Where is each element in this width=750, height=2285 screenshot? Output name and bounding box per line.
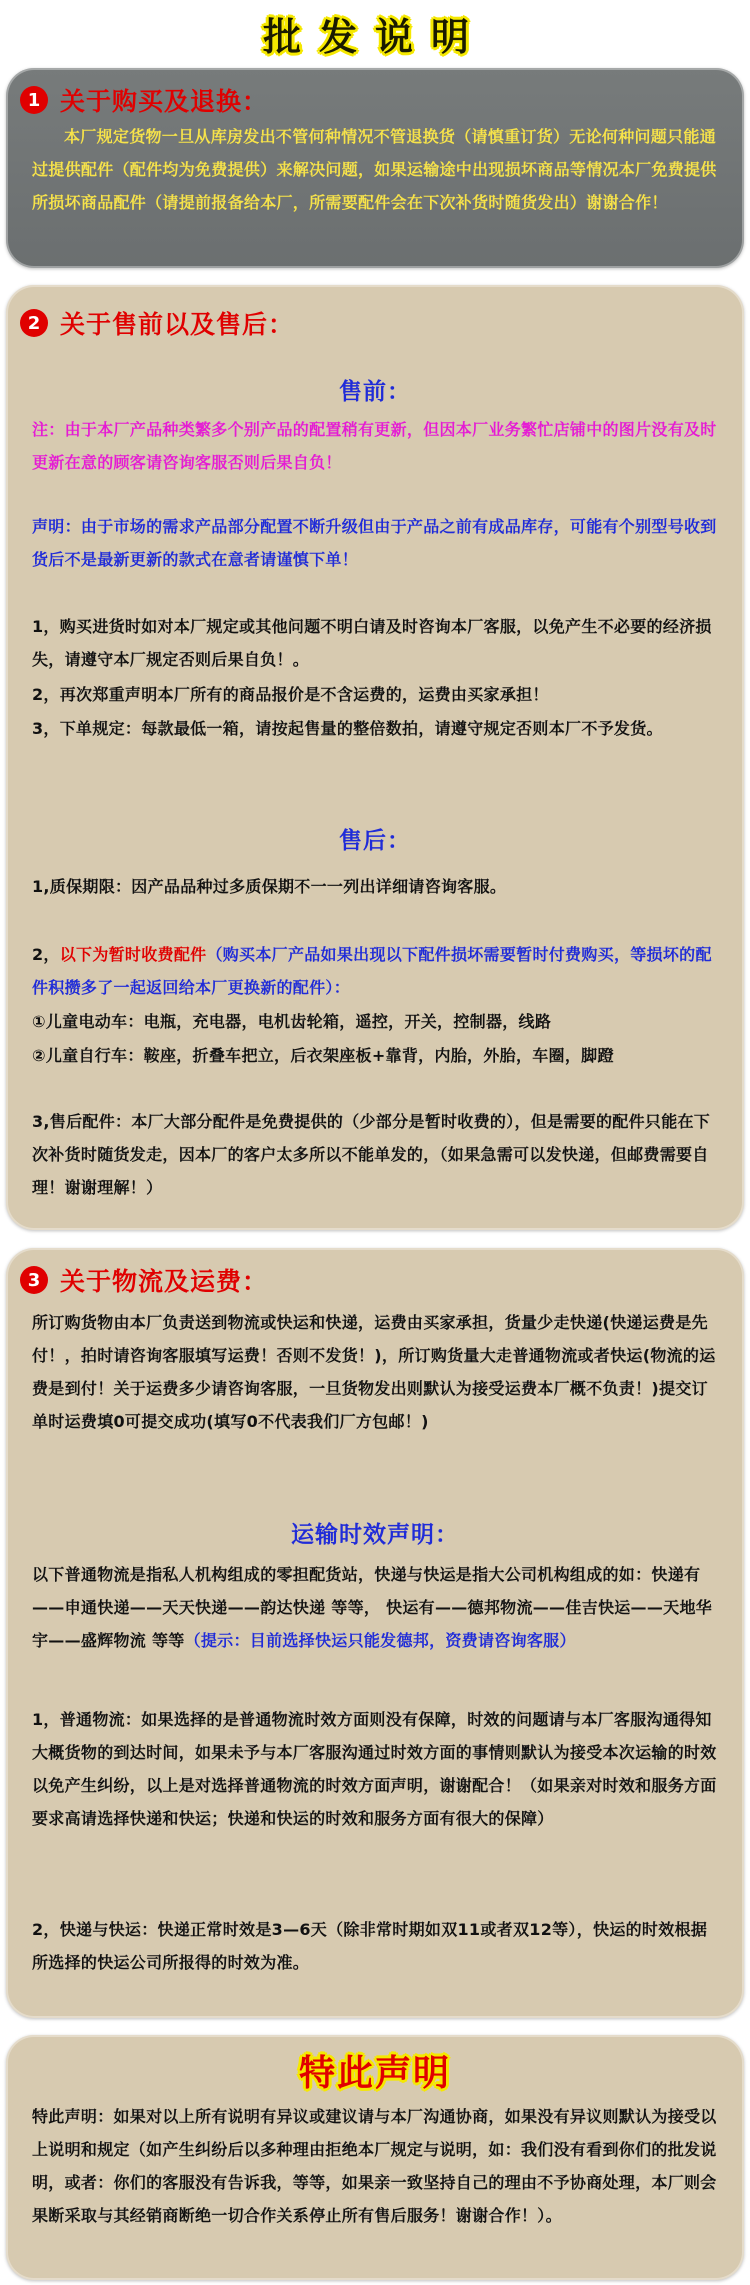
special-statement-text: 特此声明：如果对以上所有说明有异议或建议请与本厂沟通协商，如果没有异议则默认为接受以上说明和规定（如产生纠纷后以多种理由拒绝本厂规定与说明，如：我们没有看到你们的批发说明，或者：你们的客服没有告诉我，等等，如果亲一致坚持自己的理由不予协商处理，本厂则会果断采取与其经销商断绝一切合作关系停止所有售后服务！谢谢合作！）。 (32, 2107, 717, 2225)
aftersale-heading: 售后： (339, 828, 411, 854)
fee-red: 以下为暂时收费配件 (59, 945, 207, 964)
section-pre-after-sales (6, 285, 744, 1230)
logistics-tip: （提示：目前选择快运只能发德邦，资费请咨询客服） (184, 1631, 576, 1650)
section-title: 关于售前以及售后： (60, 310, 295, 339)
fee-num: 2， (32, 945, 60, 964)
presale-heading: 售前： (339, 379, 411, 405)
number-badge: 3 (20, 1266, 48, 1294)
logistics-types: 以下普通物流是指私人机构组成的零担配货站，快递与快运是指大公司机构组成的如：快递有——申通快递——天天快递——韵达快递 等等， 快运有——德邦物流——佳吉快运——天地华宇——盛辉物流 等等 (32, 1565, 713, 1650)
ebike-parts: ①儿童电动车：电瓶，充电器，电机齿轮箱，遥控，开关，控制器，线路 (32, 1012, 552, 1031)
purchase-return-text: 本厂规定货物一旦从库房发出不管何种情况不管退换货（请慎重订货）无论何种问题只能通过提供配件（配件均为免费提供）来解决问题，如果运输途中出现损坏商品等情况本厂免费提供所损坏商品配件（请提前报备给本厂，所需要配件会在下次补货时随货发出）谢谢合作！ (32, 127, 717, 212)
rule-item: 1，购买进货时如对本厂规定或其他问题不明白请及时咨询本厂客服，以免产生不必要的经济损失，请遵守本厂规定否则后果自负！。 (32, 617, 712, 669)
number-badge: 1 (20, 86, 48, 114)
section-title: 关于物流及运费： (60, 1267, 269, 1296)
section-special-statement (6, 2035, 744, 2280)
section-purchase-return (6, 68, 744, 268)
special-statement-title: 特此声明 (298, 2053, 451, 2094)
section-title: 关于购买及退换： (60, 87, 269, 116)
fee-parts-text (32, 938, 722, 1004)
rule-item: 2，再次郑重声明本厂所有的商品报价是不含运费的，运费由买家承担！ (32, 685, 549, 704)
presale-note: 注：由于本厂产品种类繁多个别产品的配置稍有更新，但因本厂业务繁忙店铺中的图片没有及时更新在意的顾客请咨询客服否则后果自负！ (32, 420, 717, 472)
bike-parts: ②儿童自行车：鞍座，折叠车把立，后衣架座板+靠背，内胎，外胎，车圈，脚蹬 (32, 1046, 614, 1065)
warranty-text: 1,质保期限：因产品品种过多质保期不一一列出详细请咨询客服。 (32, 877, 507, 896)
presale-statement: 声明：由于市场的需求产品部分配置不断升级但由于产品之前有成品库存，可能有个别型号收到货后不是最新更新的款式在意者请谨慎下单！ (32, 517, 717, 569)
page-title: 批发说明 (262, 14, 487, 59)
section-heading (20, 305, 294, 341)
section-logistics (6, 1248, 744, 2018)
number-badge: 2 (20, 309, 48, 337)
aftersale-parts-text: 3,售后配件：本厂大部分配件是免费提供的（少部分是暂时收费的），但是需要的配件只能在下次补货时随货发走，因本厂的客户太多所以不能单发的，（如果急需可以发快递，但邮费需要自理！谢谢理解！） (32, 1112, 711, 1197)
logistics-types-text (32, 1558, 722, 1657)
section-heading (20, 1262, 268, 1298)
ordinary-logistics-text: 1，普通物流：如果选择的是普通物流时效方面则没有保障，时效的问题请与本厂客服沟通得知大概货物的到达时间，如果未予与本厂客服沟通过时效方面的事情则默认为接受本次运输的时效以免产生纠纷，以上是对选择普通物流的时效方面声明，谢谢配合！（如果亲对时效和服务方面要求高请选择快递和快运；快递和快运的时效和服务方面有很大的保障） (32, 1710, 717, 1828)
rule-item: 3，下单规定：每款最低一箱，请按起售量的整倍数拍，请遵守规定否则本厂不予发货。 (32, 719, 663, 738)
section-heading (20, 82, 268, 118)
express-text: 2，快递与快运：快递正常时效是3—6天（除非常时期如双11或者双12等），快运的时效根据所选择的快运公司所报得的时效为准。 (32, 1920, 708, 1972)
logistics-fee-text: 所订购货物由本厂负责送到物流或快运和快递，运费由买家承担，货量少走快递(快递运费是先付！，拍时请咨询客服填写运费！否则不发货！)，所订购货量大走普通物流或者快运(物流的运费是到付！关于运费多少请咨询客服，一旦货物发出则默认为接受运费本厂概不负责！)提交订单时运费填0可提交成功(填写0不代表我们厂方包邮！) (32, 1313, 716, 1431)
timeliness-heading: 运输时效声明： (291, 1522, 459, 1548)
fee-blue: （购买本厂产品如果出现以下配件损坏需要暂时付费购买，等损坏的配件积攒多了一起返回给本厂更换新的配件）： (32, 945, 712, 997)
